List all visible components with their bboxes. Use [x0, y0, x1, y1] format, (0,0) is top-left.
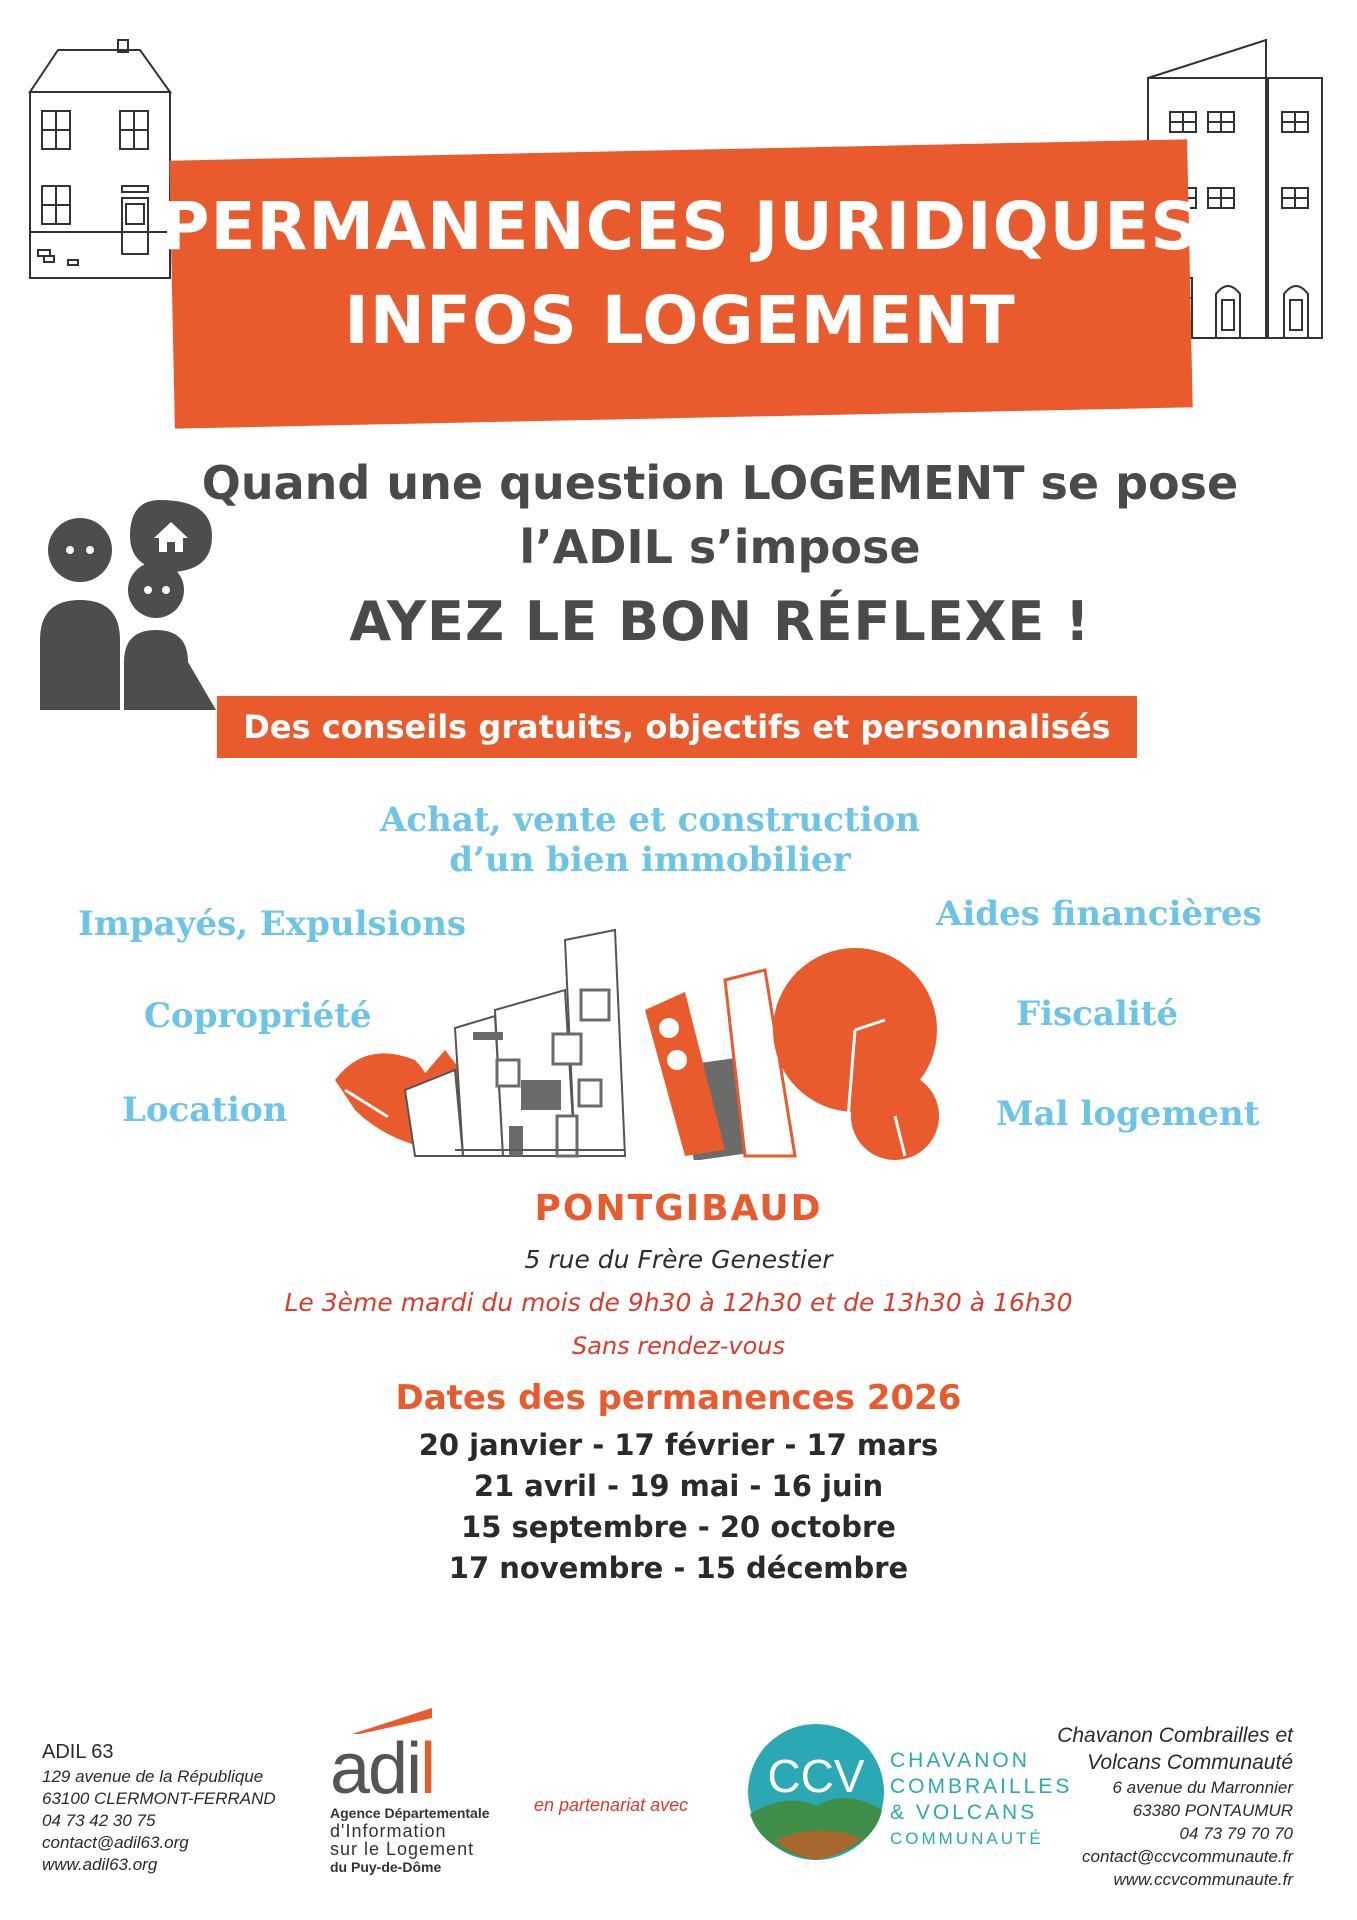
ccv-email[interactable]: contact@ccvcommunaute.fr	[1082, 1847, 1293, 1866]
adil-contact-block	[42, 1738, 276, 1876]
ccv-logo-line-3: & VOLCANS	[890, 1801, 1038, 1824]
adil-name: ADIL 63	[42, 1741, 114, 1763]
conseils-banner: Des conseils gratuits, objectifs et personnalisés	[217, 696, 1137, 758]
tagline-line-3: AYEZ LE BON RÉFLEXE !	[349, 590, 1091, 653]
ccv-address-1: 6 avenue du Marronnier	[1112, 1778, 1293, 1797]
topic-location: Location	[122, 1090, 288, 1130]
topic-copropriete: Copropriété	[144, 996, 372, 1036]
ccv-name-2: Volcans Communauté	[1087, 1751, 1293, 1774]
topic-achat-line-1: Achat, vente et construction	[380, 800, 920, 840]
adil-email[interactable]: contact@adil63.org	[42, 1833, 189, 1852]
ccv-address-2: 63380 PONTAUMUR	[1132, 1801, 1293, 1820]
partnership-text: en partenariat avec	[534, 1795, 689, 1815]
adil-address-2: 63100 CLERMONT-FERRAND	[42, 1789, 276, 1808]
tagline-line-1: Quand une question LOGEMENT se pose	[201, 456, 1239, 510]
ccv-logo-line-4: COMMUNAUTÉ	[890, 1829, 1044, 1848]
title-line-2: INFOS LOGEMENT	[344, 282, 1016, 359]
adil-logo-word	[330, 1729, 490, 1809]
ccv-logo-line-1: CHAVANON	[890, 1749, 1030, 1772]
topic-achat-line-2: d’un bien immobilier	[449, 840, 851, 880]
adil-logo-word-a: adi	[330, 1729, 421, 1809]
city-name: PONTGIBAUD	[534, 1188, 823, 1229]
adil-website[interactable]: www.adil63.org	[42, 1855, 158, 1874]
ccv-contact-block	[1057, 1722, 1293, 1891]
ccv-name-1: Chavanon Combrailles et	[1057, 1724, 1293, 1747]
topic-achat	[370, 800, 930, 880]
adil-logo-subtitle	[330, 1804, 490, 1876]
dates-line: 21 avril - 19 mai - 16 juin	[473, 1469, 884, 1503]
adil-logo-word-b: l	[420, 1729, 435, 1809]
dates-line: 17 novembre - 15 décembre	[448, 1551, 909, 1585]
ccv-logo-line-2: COMBRAILLES	[890, 1775, 1073, 1798]
adil-logo-sub-4: du Puy-de-Dôme	[330, 1859, 442, 1875]
topic-mal-logement: Mal logement	[996, 1094, 1260, 1134]
permanence-note: Sans rendez-vous	[572, 1332, 785, 1360]
topic-aides: Aides financières	[936, 894, 1262, 934]
adil-logo	[330, 1708, 490, 1876]
title-line-1: PERMANENCES JURIDIQUES	[161, 188, 1199, 265]
permanence-address: 5 rue du Frère Genestier	[524, 1245, 833, 1274]
dates-line: 15 septembre - 20 octobre	[461, 1510, 896, 1544]
ccv-website[interactable]: www.ccvcommunaute.fr	[1113, 1870, 1293, 1889]
adil-address-1: 129 avenue de la République	[42, 1767, 264, 1786]
topic-fiscalite: Fiscalité	[1016, 994, 1179, 1034]
adil-phone: 04 73 42 30 75	[42, 1811, 156, 1830]
adil-logo-sub-3: sur le Logement	[330, 1839, 475, 1859]
adil-logo-sub-1: Agence Départementale	[330, 1805, 490, 1821]
adil-logo-sub-2: d'Information	[330, 1821, 447, 1841]
ccv-logo-text	[890, 1748, 1072, 1852]
ccv-logo-letters: CCV	[767, 1750, 865, 1802]
dates-line: 20 janvier - 17 février - 17 mars	[418, 1428, 939, 1462]
ccv-phone: 04 73 79 70 70	[1179, 1824, 1293, 1843]
ccv-logo	[746, 1722, 886, 1862]
title-banner	[150, 180, 1210, 368]
city-illustration	[325, 920, 965, 1160]
tagline-line-2: l’ADIL s’impose	[519, 520, 921, 574]
permanence-hours: Le 3ème mardi du mois de 9h30 à 12h30 et de 13h30 à 16h30	[284, 1288, 1073, 1317]
topic-impayes: Impayés, Expulsions	[78, 904, 467, 944]
dates-title: Dates des permanences 2026	[395, 1378, 962, 1418]
